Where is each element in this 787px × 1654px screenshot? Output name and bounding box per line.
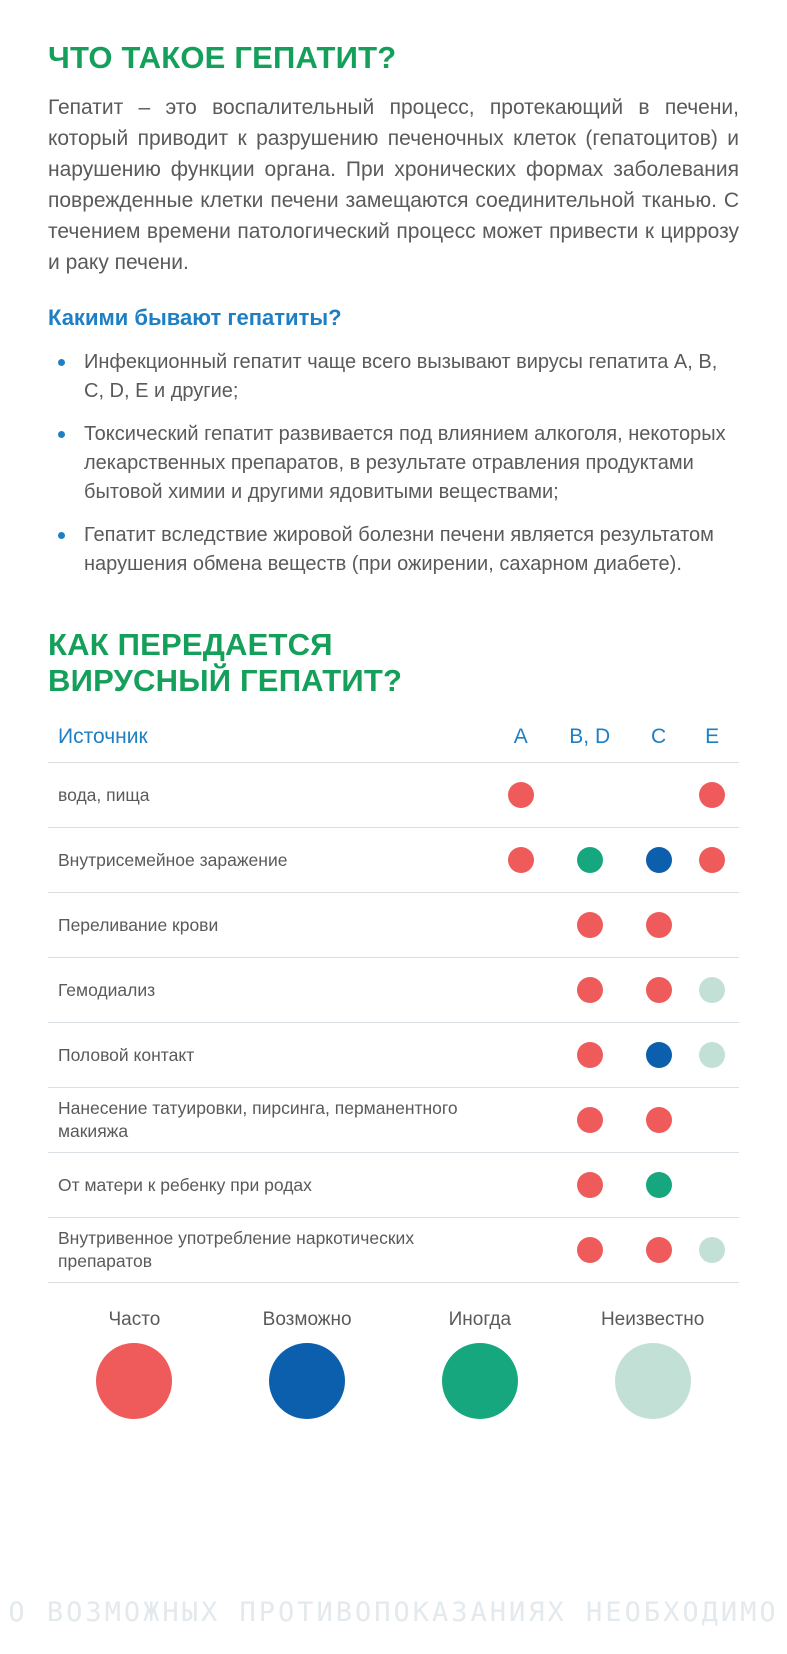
table-cell-marker <box>494 958 548 1023</box>
marker-dot-freq-icon <box>699 847 725 873</box>
table-cell-marker <box>632 1218 686 1283</box>
marker-dot-poss-icon <box>646 847 672 873</box>
legend-label: Неизвестно <box>600 1309 705 1330</box>
marker-dot-freq-icon <box>577 1172 603 1198</box>
marker-dot-freq-icon <box>646 912 672 938</box>
legend-circle-frequent-icon <box>96 1343 172 1419</box>
marker-dot-freq-icon <box>508 782 534 808</box>
table-cell-marker <box>685 1088 739 1153</box>
table-cell-marker <box>494 1153 548 1218</box>
table-cell-source: Половой контакт <box>48 1023 494 1088</box>
table-row <box>48 893 739 958</box>
transmission-title-line1: КАК ПЕРЕДАЕТСЯ <box>48 627 333 662</box>
table-header-row <box>48 721 739 763</box>
table-cell-marker <box>632 1153 686 1218</box>
bullet-dot-icon <box>58 431 65 438</box>
column-header-bd: B, D <box>548 721 632 763</box>
legend-item-unknown <box>586 1309 719 1419</box>
table-cell-marker <box>685 1218 739 1283</box>
table-cell-source: Нанесение татуировки, пирсинга, перманентного макияжа <box>48 1088 494 1153</box>
table-cell-marker <box>632 763 686 828</box>
marker-dot-freq-icon <box>646 977 672 1003</box>
list-item-text: Токсический гепатит развивается под влиянием алкоголя, некоторых лекарственных препаратов, в результате отравления продуктами бытовой химии и другими ядовитыми веществами; <box>84 423 726 503</box>
page-title-what-is-hepatitis: ЧТО ТАКОЕ ГЕПАТИТ? <box>48 40 397 75</box>
table-cell-marker <box>548 1023 632 1088</box>
table-cell-marker <box>548 828 632 893</box>
table-cell-marker <box>632 1023 686 1088</box>
marker-dot-unk-icon <box>699 977 725 1003</box>
list-item <box>48 420 739 507</box>
marker-dot-freq-icon <box>577 912 603 938</box>
table-cell-marker <box>494 1023 548 1088</box>
legend-label: Часто <box>108 1309 161 1330</box>
table-cell-source: Внутривенное употребление наркотических препаратов <box>48 1218 494 1283</box>
column-header-source: Источник <box>48 721 494 763</box>
marker-dot-poss-icon <box>646 1042 672 1068</box>
marker-dot-unk-icon <box>699 1042 725 1068</box>
marker-dot-some-icon <box>577 847 603 873</box>
bullet-dot-icon <box>58 532 65 539</box>
footer-disclaimer: О ВОЗМОЖНЫХ ПРОТИВОПОКАЗАНИЯХ НЕОБХОДИМО <box>8 1597 779 1628</box>
subsection-title-types: Какими бывают гепатиты? <box>48 305 342 330</box>
table-cell-marker <box>685 1023 739 1088</box>
table-cell-marker <box>632 893 686 958</box>
legend-item-possible <box>241 1309 374 1419</box>
table-cell-marker <box>548 1218 632 1283</box>
table-cell-marker <box>632 1088 686 1153</box>
marker-dot-some-icon <box>646 1172 672 1198</box>
column-header-a: A <box>494 721 548 763</box>
list-item <box>48 348 739 406</box>
table-cell-source: Переливание крови <box>48 893 494 958</box>
table-cell-marker <box>685 1153 739 1218</box>
legend-circle-sometimes-icon <box>442 1343 518 1419</box>
marker-dot-freq-icon <box>699 782 725 808</box>
table-cell-marker <box>685 828 739 893</box>
marker-dot-freq-icon <box>577 1107 603 1133</box>
table-row <box>48 1218 739 1283</box>
transmission-table <box>48 721 739 1283</box>
table-row <box>48 1088 739 1153</box>
table-cell-marker <box>685 893 739 958</box>
legend-circle-possible-icon <box>269 1343 345 1419</box>
table-cell-marker <box>548 893 632 958</box>
marker-dot-freq-icon <box>508 847 534 873</box>
table-row <box>48 1153 739 1218</box>
list-item-text: Гепатит вследствие жировой болезни печени является результатом нарушения обмена веществ (при ожирении, сахарном диабете). <box>84 524 714 575</box>
marker-dot-unk-icon <box>699 1237 725 1263</box>
legend-label: Возможно <box>262 1309 352 1330</box>
column-header-c: C <box>632 721 686 763</box>
table-cell-source: От матери к ребенку при родах <box>48 1153 494 1218</box>
bullet-dot-icon <box>58 359 65 366</box>
list-item <box>48 521 739 579</box>
table-cell-marker <box>494 763 548 828</box>
table-row <box>48 763 739 828</box>
column-header-e: E <box>685 721 739 763</box>
table-cell-source: Гемодиализ <box>48 958 494 1023</box>
table-cell-marker <box>548 1153 632 1218</box>
legend <box>48 1309 739 1419</box>
transmission-title-line2: ВИРУСНЫЙ ГЕПАТИТ? <box>48 663 403 698</box>
legend-label: Иногда <box>448 1309 512 1330</box>
table-cell-marker <box>494 828 548 893</box>
page-title-transmission <box>48 627 739 699</box>
table-cell-source: вода, пища <box>48 763 494 828</box>
table-cell-marker <box>548 958 632 1023</box>
marker-dot-freq-icon <box>646 1107 672 1133</box>
table-body <box>48 763 739 1283</box>
legend-item-sometimes <box>414 1309 547 1419</box>
table-header <box>48 721 739 763</box>
list-item-text: Инфекционный гепатит чаще всего вызывают вирусы гепатита A, B, C, D, E и другие; <box>84 351 718 402</box>
table-row <box>48 828 739 893</box>
table-cell-marker <box>548 1088 632 1153</box>
marker-dot-freq-icon <box>577 1237 603 1263</box>
legend-item-frequent <box>68 1309 201 1419</box>
table-cell-marker <box>685 763 739 828</box>
marker-dot-freq-icon <box>577 1042 603 1068</box>
table-row <box>48 958 739 1023</box>
table-cell-source: Внутрисемейное заражение <box>48 828 494 893</box>
table-cell-marker <box>494 1218 548 1283</box>
hepatitis-types-list <box>48 348 739 579</box>
intro-paragraph: Гепатит – это воспалительный процесс, протекающий в печени, который приводит к разрушению печеночных клеток (гепатоцитов) и нарушению функции органа. При хронических формах заболевания поврежденные клетки печени замещаются соединительной тканью. С течением времени патологический процесс может привести к циррозу и раку печени. <box>48 96 739 274</box>
table-cell-marker <box>632 958 686 1023</box>
table-cell-marker <box>548 763 632 828</box>
legend-circle-unknown-icon <box>615 1343 691 1419</box>
table-cell-marker <box>494 893 548 958</box>
table-cell-marker <box>632 828 686 893</box>
marker-dot-freq-icon <box>646 1237 672 1263</box>
table-cell-marker <box>494 1088 548 1153</box>
table-cell-marker <box>685 958 739 1023</box>
marker-dot-freq-icon <box>577 977 603 1003</box>
table-row <box>48 1023 739 1088</box>
